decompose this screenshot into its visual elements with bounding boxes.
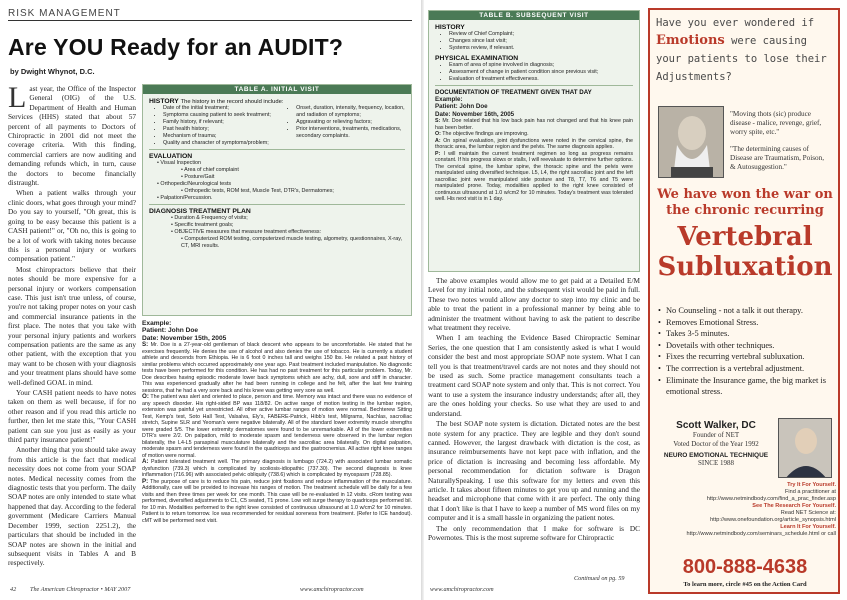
paragraph: Your CASH patient needs to have notes taken on them as well because, if for no other reason and if you read this article no further, then let me state this, "Your CASH patient can sue you just as easily as your third party insurance patient!" (8, 388, 136, 445)
diagnosis-heading: DIAGNOSIS TREATMENT PLAN (149, 208, 251, 215)
footer-url: www.amchiropractor.com (430, 586, 494, 593)
portrait-photo-historic (658, 106, 724, 178)
ad-war-line: We have won the war on the chronic recurring (657, 187, 833, 218)
example-title: Example: (142, 320, 172, 327)
evaluation-list: • Visual Inspection • Area of chief complaint • Posture/Gait • Orthopedic/Neurological tests • Orthopedic tests, ROM test, Muscle Test, DTR's, Dermatomes; • Palpation/Percussion. (157, 160, 334, 201)
paragraph: Most chiropractors believe that their notes should be more expensive for a personal injury or workers compensation case. This just isn't true unless, of course, you're not taking proper notes on your cash and commercial insurance patients in the first place. The notes that you take with your personal injury patients and workers compensation patients are the same as any other patient, with the exception that you may want to be chosen with your diagnosis and your treatment plans should have some well-defined GOAL in mind. (8, 264, 136, 387)
table-b-title: TABLE B. SUBSEQUENT VISIT (429, 11, 639, 20)
portrait-photo-walker (778, 418, 832, 478)
article-column-2 (428, 276, 640, 572)
example-patient: Patient: John Doe (435, 103, 488, 111)
page-number-left: 42 (10, 586, 17, 593)
ad-links[interactable]: Try It For Yourself. Find a practitioner at http://www.netmindbody.com/find_a_prac_finder.asp See The Research For Yourself. Read NET Science at: http://www.onefoundation.org/article_synopsis.html Learn It For Yourself. http://www.netmindbody.com/seminars_schedule.html or call (686, 482, 836, 537)
article-headline: Are YOU Ready for an AUDIT? (8, 34, 344, 60)
initial-visit-example: Example: Patient: John Doe Date: November 15th, 2005 S: Mr. Doe is a 27-year-old gentleman of black descent who appears to be uncomfortable. He stated that he exercises frequently. He denies the use of alcohol and also denies the use of tobacco. He is currently a student athlete and descends from Ethiopia. He is 6 foot 0 inches tall and weighs 150 lbs. He related a past history of similar problems which occurred approximately one year ago. Past treatment included manipulation. No diagnostic tests have been performed for this condition. He has had no past treatment for this particular problem. Today, Mr. Doe describes having episodic moderate lower back symptoms which are achy, dull, sore and stiff in character. This was experienced gradually after he had been running in college and he felt, after the last few training sessions, that he had a very sore back and his knee was getting very sore as well. O: The patient was alert and oriented to place, person and time. Memory was intact and there was no evidence of any speech disorder. His right-sided BP was 118/82. On active range of motion testing in the lumbar region, extension was painful yet unrestricted. All other active lumbar ranges of motion were normal. Bechterew Sitting Test, Kemp's test, Soto Hall Test, Valsalva, Ely's, FABERE-Patrick, Hibb's test, Milgrams, Nachlas, sacroiliac stretch, Supine SLR and Yeoman's were negative bilaterally. All of the standard lower extremity muscle strengths were graded 5/5. The lower extremity dermatomes were found to be unremarkable. All of the lower extremities DTR's were 2/2. On palpation, mild to moderate spasm and tenderness were observed in the lumbar region bilaterally, the L4-L5 paraspinal musculature bilaterally and the sacroiliac area bilaterally. On digital palpation, moderate spasm and tenderness were found in the quadriceps and the gastrocnemius. All active right knee ranges of motion were normal. A: Patient tolerated treatment well. The primary diagnosis is lumbago (724.2) with associated lumbar somatic dysfunction (739.3) which is complicated by scoliosis-idiopathic (737.30). The second diagnosis is knee inflammation (716.96) with associated pelvic obliquity (738.6) which is complicated by myospasm (728.85). P: The purpose of care is to reduce his pain, reduce joint fixations and reduce inflammation of the musculature. Additionally, care will be provided to increase his ranges of motion. The treatment schedule will be daily for a few visits and then three times per week for one month. This case will be re-evaluated in 12 visits. cRom testing was performed, diversified adjustments to C1, C5 seated, T1 prone. Low volt surge therapy to quadriceps performed bil. for 10 min. Modalities performed to the right knee consisted of continuous ultrasound at 1.0 w/cm2 for 10 minutes. Patient is to return tomorrow. Ice was recommended for residual soreness from treatment. (Refer to ICE handout). cMT will be performed next visit. (142, 320, 412, 524)
ad-action-card: To learn more, circle #45 on the Action Card (683, 581, 807, 588)
paragraph: The only recommendation that I make for software is DC Powernotes. This is the most supreme software for Chiropractic (428, 523, 640, 542)
evaluation-heading: EVALUATION (149, 153, 193, 160)
history-heading: HISTORY The history in the record should include: (149, 98, 284, 105)
footer-url: www.amchiropractor.com (300, 586, 364, 593)
diagnosis-list: • Duration & Frequency of visits; • Specific treatment goals; • OBJECTIVE measures that measure treatment effectiveness: • Computerized ROM testing, computerized muscle testing, algometry, questionnaires, X-ray, CT, MRI results. (171, 215, 402, 249)
table-a-title: TABLE A. INITIAL VISIT (143, 85, 411, 94)
right-page (424, 0, 847, 600)
documentation-heading: DOCUMENTATION OF TREATMENT GIVEN THAT DAY (435, 89, 592, 96)
history-heading: HISTORY (435, 24, 465, 31)
byline: by Dwight Whynot, D.C. (10, 67, 95, 76)
paragraph: Another thing that you should take away from this article is the fact that medical necessity does not come from your SOAP notes. Medical necessity comes from the diagnostic tests that you perform. The daily SOAP notes are only intended to state what happened that day. According to the federal government (Medicare Carriers Manual December 1999, section 2251.2), the particulars that should be included in the SOAP notes are shown in the initial and subsequent visits in Tables A and B respectively. (8, 445, 136, 568)
paragraph: The best SOAP note system is dictation. Dictated notes are the best note system for any practice. They are legible and they don't sound canned. However, the largest drawback with dictation is the cost, as insurance reimbursements have not kept pace with inflation, and the price of dictation is increasing and becoming less affordable. My personal recommendation for dictation software is Dragon NaturallySpeaking. I use this software for my letters and even this article. It takes about fifteen minutes to get you up and running and the headset and microphone that come with it are perfect. The only thing that I don't like is that I have to keep a number of MS word files on my computer and it is a small hassle in organizing the patient notes. (428, 419, 640, 523)
example-date: Date: November 16th, 2005 (435, 110, 515, 118)
paragraph: The above examples would allow me to get paid at a Detailed E/M Level for my initial note, and the subsequent visit would be paid in full. These two notes would allow any doctor to step into my clinic and be able to treat the patient in a professional manner by being able to administer the treatment without having to ask the patient to describe what treatment they receive. (428, 276, 640, 333)
history-list-left: • Date of the initial treatment; • Symptoms causing patient to seek treatment; • Family history, if relevant; • Past health history; • Mechanism of trauma; • Quality and character of symptoms/problem; (149, 105, 282, 147)
ad-phone-number[interactable]: 800-888-4638 (682, 556, 808, 578)
paragraph: When I am teaching the Evidence Based Chiropractic Seminar Series, the one question that I am consistently asked is what I would consider the best and most appropriate SOAP note system. What I can tell you is that treatment/travel cards are not notes and they should not be used as such. Some practice management consultants teach a treatment card SOAP note system and only that. This is not correct. You want to use a system the insurance industry understands; after all, they are the ones holding your checks. So use what they are used to and understand. (428, 333, 640, 418)
exam-list: • Exam of area of spine involved in diagnosis; • Assessment of change in patient condition since previous visit; • Evaluation of treatment effectiveness. (435, 62, 633, 83)
example-patient: Patient: John Doe (142, 327, 199, 335)
paragraph: ast year, the Office of the Inspector General (OIG) of the U.S. Department of Health and Human Services (HHS) stated that about 57 percent of all payments to Doctors of Chiropractic in 2001 did not meet the coverage criteria. With this finding, commercial carriers are now auditing and demanding refunds which, in turn, cause the doctors to become financially distraught. (8, 84, 136, 188)
section-rule (8, 20, 412, 21)
paragraph: When a patient walks through your clinic doors, what goes through your mind? Do you say to yourself, "Oh great, this is going to be easy because this patient is a CASH patient!" or, "Oh no, this is going to be a lot of work with taking notes because this is a personal injury or workers compensation patient." (8, 188, 136, 264)
ad-emotions: Emotions (656, 33, 725, 48)
net-advertisement (648, 8, 840, 594)
history-list-right: • Onset, duration, intensity, frequency, location, and radiation of symptoms; • Aggravating or relieving factors; • Prior interventions, treatments, medications, secondary complaints. (282, 105, 405, 147)
subsequent-soap: S: Mr. Doe related that his low back pain has not changed and that his knee pain has been better. O: The objective findings are improving. A: On spinal evaluation, joint dysfunctions were noted in the cervical spine, the thoracic area, the lumbar region and the pelvis. The same diagnosis applies. P: I will maintain the current treatment regimen so long as progress remains constant. If his progress slows or stalls, I will reevaluate to determine further options. The cervical spine, the lumbar spine, the thoracic spine and the pelvis were manipulated using diversified technique. L5, L4, the right sacroiliac joint and the left sacroiliac joint were manipulated side posture and T8, T7, T6 and T5 were manipulated prone. Today, modalities applied to the right knee consisted of continuous ultrasound at 1.0 w/cm2 for 10 minutes. Today's treatment was tolerated well. His next visit is in 1 day. (435, 118, 633, 203)
example-date: Date: November 15th, 2005 (142, 334, 227, 342)
quote-2: "The determining causes of Disease are Traumatism, Poison, & Autosuggestion." (730, 145, 825, 171)
ad-headline: Have you ever wondered if Emotions were causing your patients to lose their Adjustments? (656, 17, 827, 83)
section-label: RISK MANAGEMENT (8, 8, 121, 19)
example-title: Example: (435, 96, 463, 103)
drop-cap: L (8, 84, 27, 114)
ad-vertebral-subluxation: Vertebral Subluxation (657, 222, 833, 282)
left-page (0, 0, 422, 600)
table-a-initial-visit (142, 84, 412, 316)
continued-note[interactable]: Continued on pg. 59 (574, 575, 625, 582)
quote-1: "Moving thots (sic) produce disease - malice, revenge, grief, worry spite, etc." (730, 110, 822, 136)
exam-heading: PHYSICAL EXAMINATION (435, 55, 519, 62)
ad-benefits-list: • No Counseling - not a talk it out therapy. • Removes Emotional Stress. • Takes 3-5 minutes. • Dovetails with other techniques. • Fixes the recurring vertebral subluxation. • The corrrection is a vertebral adjustment. • Eliminate the Insurance game, the big market is emotional stress. (658, 305, 836, 398)
table-b-subsequent-visit (428, 10, 640, 272)
history-list: • Review of Chief Complaint; • Changes since last visit; • Systems review, if relevant. (435, 31, 633, 52)
footer-publication: The American Chiropractor • MAY 2007 (30, 586, 131, 593)
doctor-credit: Scott Walker, DC Founder of NET Voted Doctor of the Year 1992 NEURO EMOTIONAL TECHNIQUE SINCE 1988 (663, 420, 769, 467)
article-column-1 (8, 84, 136, 582)
